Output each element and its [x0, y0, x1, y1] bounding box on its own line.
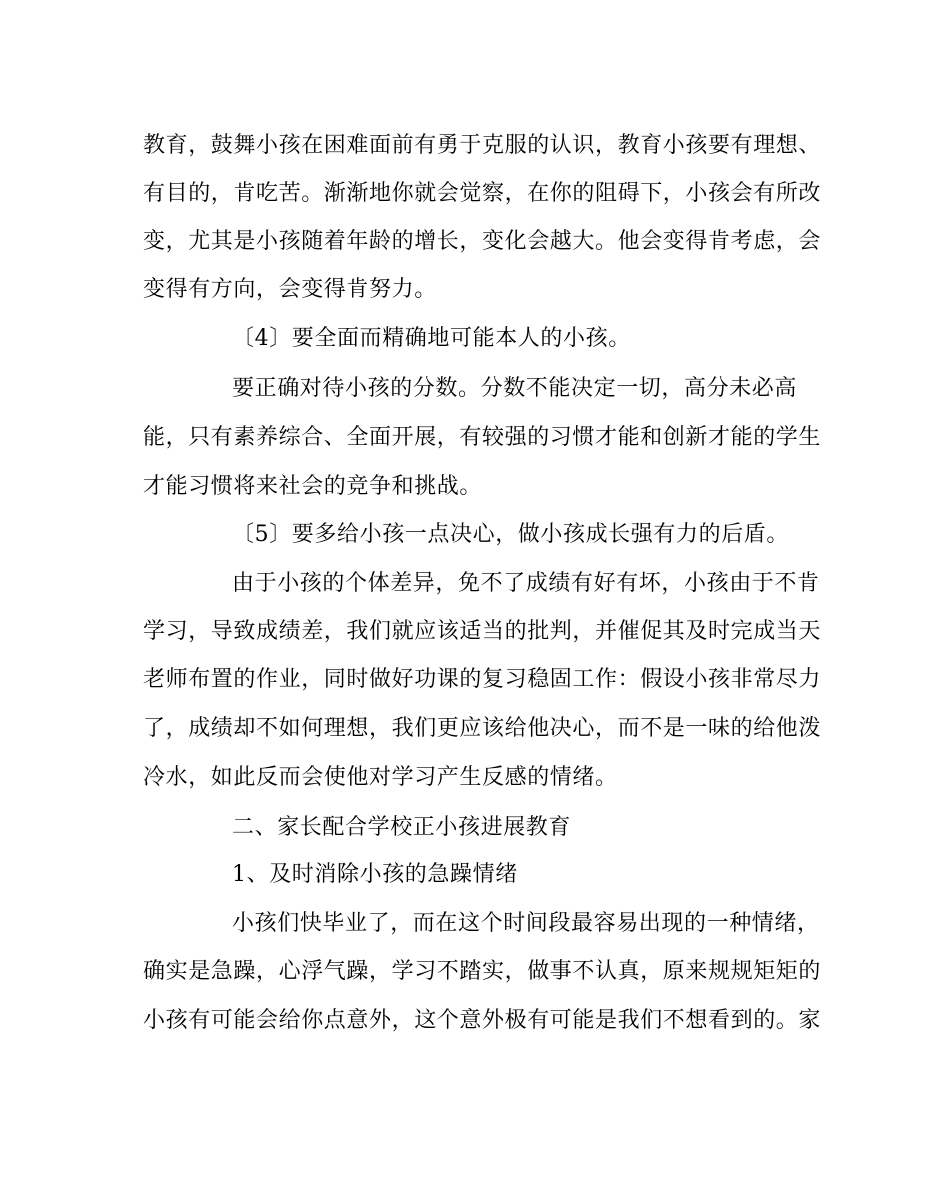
section-heading: 二、家长配合学校正小孩进展教育 [232, 815, 572, 840]
text-line: 学习，导致成绩差，我们就应该适当的批判，并催促其及时完成当天 [143, 619, 822, 644]
text-line: 确实是急躁，心浮气躁，学习不踏实，做事不认真，原来规规矩矩的 [143, 959, 822, 984]
text-line: 变得有方向，会变得肯努力。 [143, 277, 437, 302]
text-line: 变，尤其是小孩随着年龄的增长，变化会越大。他会变得肯考虑，会 [143, 229, 822, 254]
text-line: 冷水，如此反而会使他对学习产生反感的情绪。 [143, 765, 618, 790]
list-heading: 〔5〕要多给小孩一点决心，做小孩成长强有力的后盾。 [232, 522, 789, 547]
text-line: 小孩有可能会给你点意外，这个意外极有可能是我们不想看到的。家 [143, 1008, 822, 1033]
subsection-heading: 1、及时消除小孩的急躁情绪 [232, 862, 518, 887]
text-line: 能，只有素养综合、全面开展，有较强的习惯才能和创新才能的学生 [143, 425, 822, 450]
text-line: 了，成绩却不如何理想，我们更应该给他决心，而不是一味的给他泼 [143, 716, 822, 741]
text-line: 由于小孩的个体差异，免不了成绩有好有坏，小孩由于不肯 [232, 571, 820, 596]
list-heading: 〔4〕要全面而精确地可能本人的小孩。 [232, 326, 631, 351]
text-line: 有目的，肯吃苦。渐渐地你就会觉察，在你的阻碍下，小孩会有所改 [143, 181, 822, 206]
text-line: 教育，鼓舞小孩在困难面前有勇于克服的认识，教育小孩要有理想、 [143, 133, 822, 158]
text-line: 小孩们快毕业了，而在这个时间段最容易出现的一种情绪， [232, 911, 820, 936]
text-line: 才能习惯将来社会的竞争和挑战。 [143, 474, 483, 499]
text-line: 要正确对待小孩的分数。分数不能决定一切，高分未必高 [232, 376, 798, 401]
text-line: 老师布置的作业，同时做好功课的复习稳固工作：假设小孩非常尽力 [143, 667, 822, 692]
